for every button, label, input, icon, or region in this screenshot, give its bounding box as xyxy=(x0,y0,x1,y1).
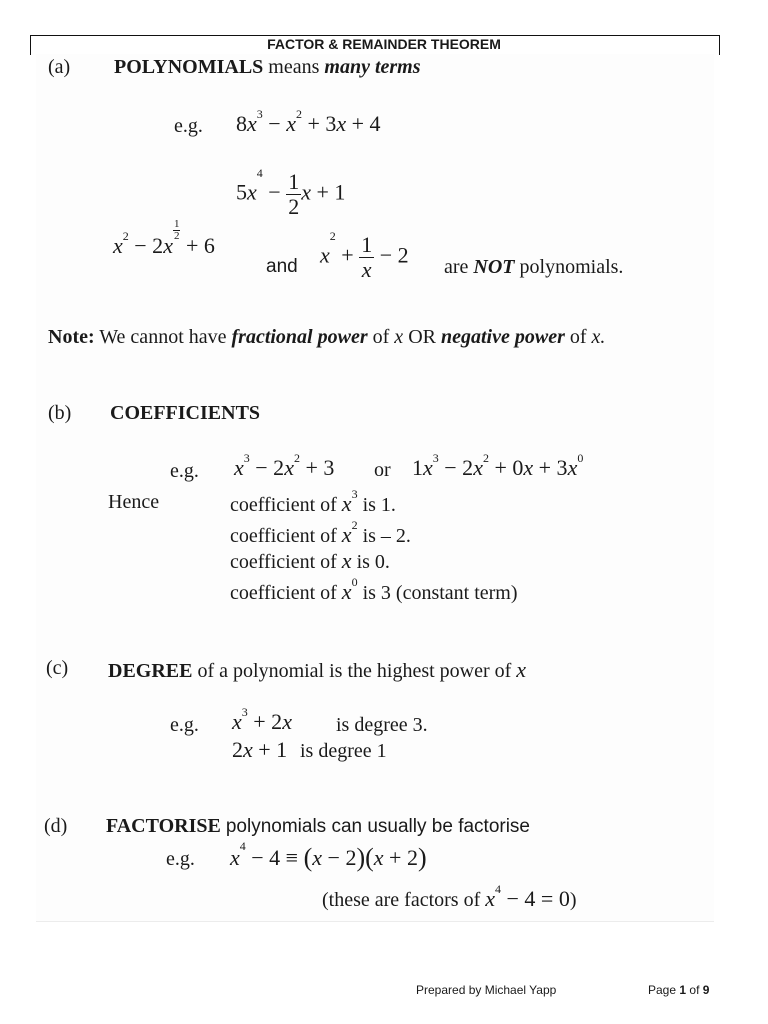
section-b-label: (b) xyxy=(48,402,72,424)
and-text: and xyxy=(266,256,298,277)
coefficient-value-4: is 3 (constant term) xyxy=(362,582,518,604)
means-text: means xyxy=(268,56,320,78)
eg-label-b: e.g. xyxy=(170,460,199,482)
section-d-line xyxy=(106,815,530,838)
page-title: FACTOR & REMAINDER THEOREM xyxy=(267,36,501,52)
coefficient-line-3: coefficient of x is 0. xyxy=(230,548,390,573)
footer-page-number xyxy=(648,983,709,997)
factorisation-example: $x^4 - 4 \equiv (x - 2)(x + 2)$ xyxy=(230,839,427,872)
coefficient-value-1: is 1. xyxy=(362,494,396,516)
section-d-heading: FACTORISE xyxy=(106,815,221,837)
section-a-heading-line xyxy=(114,56,421,79)
are-text: are xyxy=(444,256,469,278)
many-terms-text: many terms xyxy=(324,56,421,78)
degree-3-text: is degree 3. xyxy=(336,714,428,736)
coefficient-value-2: is – 2. xyxy=(362,525,411,547)
section-c-label: (c) xyxy=(46,657,69,679)
non-polynomial-example-1: $x^2 - 2x$ $\frac{1}{2}$ + 6 xyxy=(113,218,215,258)
note-line xyxy=(48,326,605,349)
note-text-1: We cannot have xyxy=(99,326,227,348)
coefficient-label: coefficient of xyxy=(230,551,337,573)
coefficient-line-4: coefficient of $x^0$ is 3 (constant term) xyxy=(230,575,518,604)
coefficient-label: coefficient of xyxy=(230,494,337,516)
factors-close-paren: ) xyxy=(569,889,577,911)
section-c-line xyxy=(108,657,526,683)
section-c-heading: DEGREE xyxy=(108,660,193,682)
of-word: of xyxy=(689,983,700,997)
footer-prepared-by: Prepared by Michael Yapp xyxy=(416,983,557,997)
not-text: NOT xyxy=(473,256,515,278)
note-label: Note: xyxy=(48,326,95,348)
not-polynomials-line xyxy=(444,256,623,279)
section-a-heading: POLYNOMIALS xyxy=(114,56,264,78)
coefficient-example-2: $1x^3 - 2x^2 + 0x + 3x^0$ xyxy=(412,451,584,480)
section-a-label: (a) xyxy=(48,56,71,78)
page-word: Page xyxy=(648,983,677,997)
section-d-label: (d) xyxy=(44,815,68,837)
eg-label-d: e.g. xyxy=(166,848,195,870)
non-polynomial-example-2: $x^2$ + $\frac{1}{x}$ − 2 xyxy=(320,229,409,282)
polynomial-example-1: $8x^3 - x^2 + 3x + 4$ xyxy=(236,107,381,136)
note-x-1: x xyxy=(394,326,404,348)
polynomials-text: polynomials. xyxy=(519,256,624,278)
degree-text: of a polynomial is the highest power of xyxy=(197,660,512,682)
scan-edge xyxy=(36,921,714,922)
negative-power-text: negative power xyxy=(440,326,565,348)
degree-x: x xyxy=(516,657,527,682)
note-x-2: x. xyxy=(591,326,606,348)
factors-text: (these are factors of xyxy=(322,889,481,911)
page-total: 9 xyxy=(702,983,710,997)
coefficient-line-2: coefficient of $x^2$ is – 2. xyxy=(230,518,411,547)
hence-text: Hence xyxy=(108,491,160,513)
note-or: OR xyxy=(408,326,436,348)
fractional-power-text: fractional power xyxy=(231,326,368,348)
factorise-text: polynomials can usually be factorise xyxy=(225,816,531,837)
coefficient-line-1: coefficient of $x^3$ is 1. xyxy=(230,487,396,516)
coefficient-label: coefficient of xyxy=(230,525,337,547)
page-current: 1 xyxy=(679,983,687,997)
degree-example-1: $x^3 + 2x$ xyxy=(232,705,292,734)
polynomial-example-2: $5x^4$ − $\frac{1}{2}$ x + 1 xyxy=(236,166,346,219)
note-of-1: of xyxy=(372,326,390,348)
eg-label-c: e.g. xyxy=(170,714,199,736)
section-b-heading: COEFFICIENTS xyxy=(110,402,261,424)
factors-note: (these are factors of $x^4 - 4 = 0$) xyxy=(322,882,577,911)
degree-1-text: is degree 1 xyxy=(300,740,387,762)
coefficient-label: coefficient of xyxy=(230,582,337,604)
eg-label-a: e.g. xyxy=(174,115,203,137)
coefficient-example-1: $x^3 - 2x^2 + 3$ xyxy=(234,451,335,480)
degree-example-2: 2x + 1 xyxy=(232,737,288,762)
or-text: or xyxy=(374,459,391,481)
note-of-2: of xyxy=(569,326,587,348)
coefficient-value-3: is 0. xyxy=(356,551,390,573)
scanned-page xyxy=(36,54,714,922)
